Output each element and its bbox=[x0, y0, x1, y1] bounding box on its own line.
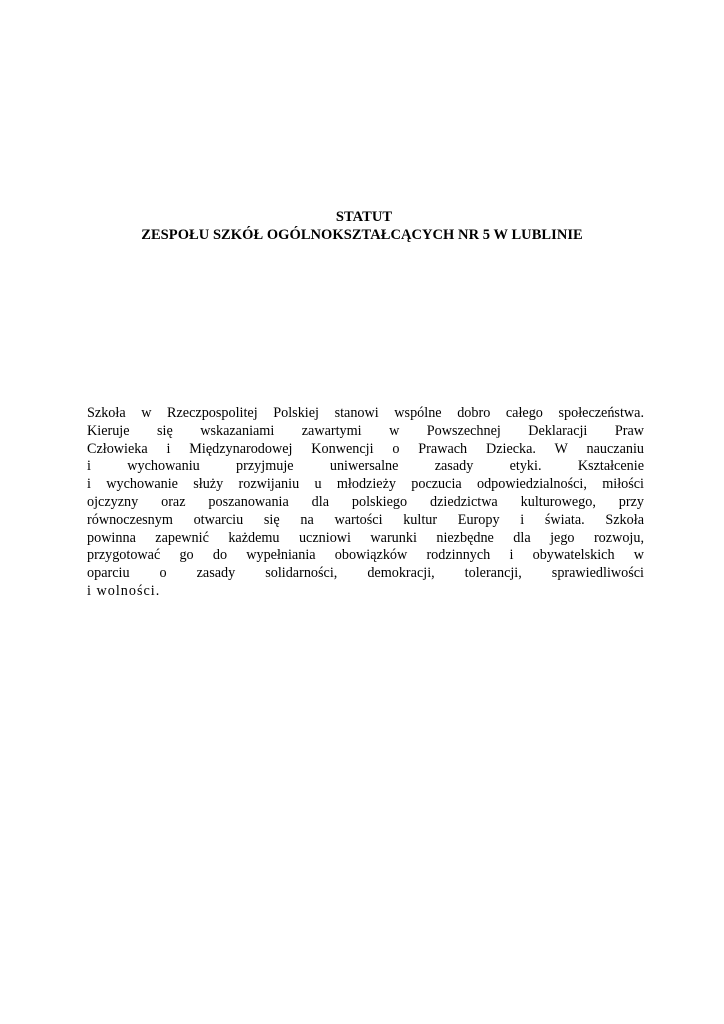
paragraph-line: Szkoła w Rzeczpospolitej Polskiej stanowi wspólne dobro całego społeczeństwa. bbox=[87, 405, 644, 421]
paragraph-line: i wolności. bbox=[87, 582, 161, 599]
paragraph-line: ojczyzny oraz poszanowania dla polskiego dziedzictwa kulturowego, przy bbox=[87, 493, 644, 510]
document-subtitle: ZESPOŁU SZKÓŁ OGÓLNOKSZTAŁCĄCYCH NR 5 W LUBLINIE bbox=[141, 227, 583, 243]
paragraph-line: powinna zapewnić każdemu uczniowi warunki niezbędne dla jego rozwoju, bbox=[87, 529, 644, 546]
paragraph-line: i wychowaniu przyjmuje uniwersalne zasady etyki. Kształcenie bbox=[87, 458, 644, 475]
title-block bbox=[0, 208, 724, 244]
paragraph-line: oparciu o zasady solidarności, demokracji, tolerancji, sprawiedliwości bbox=[87, 565, 644, 582]
paragraph-line: i wychowanie służy rozwijaniu u młodzieży poczucia odpowiedzialności, miłości bbox=[87, 476, 644, 493]
paragraph-line: przygotować go do wypełniania obowiązków rodzinnych i obywatelskich w bbox=[87, 547, 644, 564]
preamble-paragraph bbox=[87, 405, 644, 601]
paragraph-line: Człowieka i Międzynarodowej Konwencji o Prawach Dziecka. W nauczaniu bbox=[87, 440, 644, 457]
document-title: STATUT bbox=[335, 209, 393, 225]
paragraph-line: Kieruje się wskazaniami zawartymi w Powszechnej Deklaracji Praw bbox=[87, 422, 644, 439]
paragraph-line: równoczesnym otwarciu się na wartości kultur Europy i świata. Szkoła bbox=[87, 511, 644, 528]
